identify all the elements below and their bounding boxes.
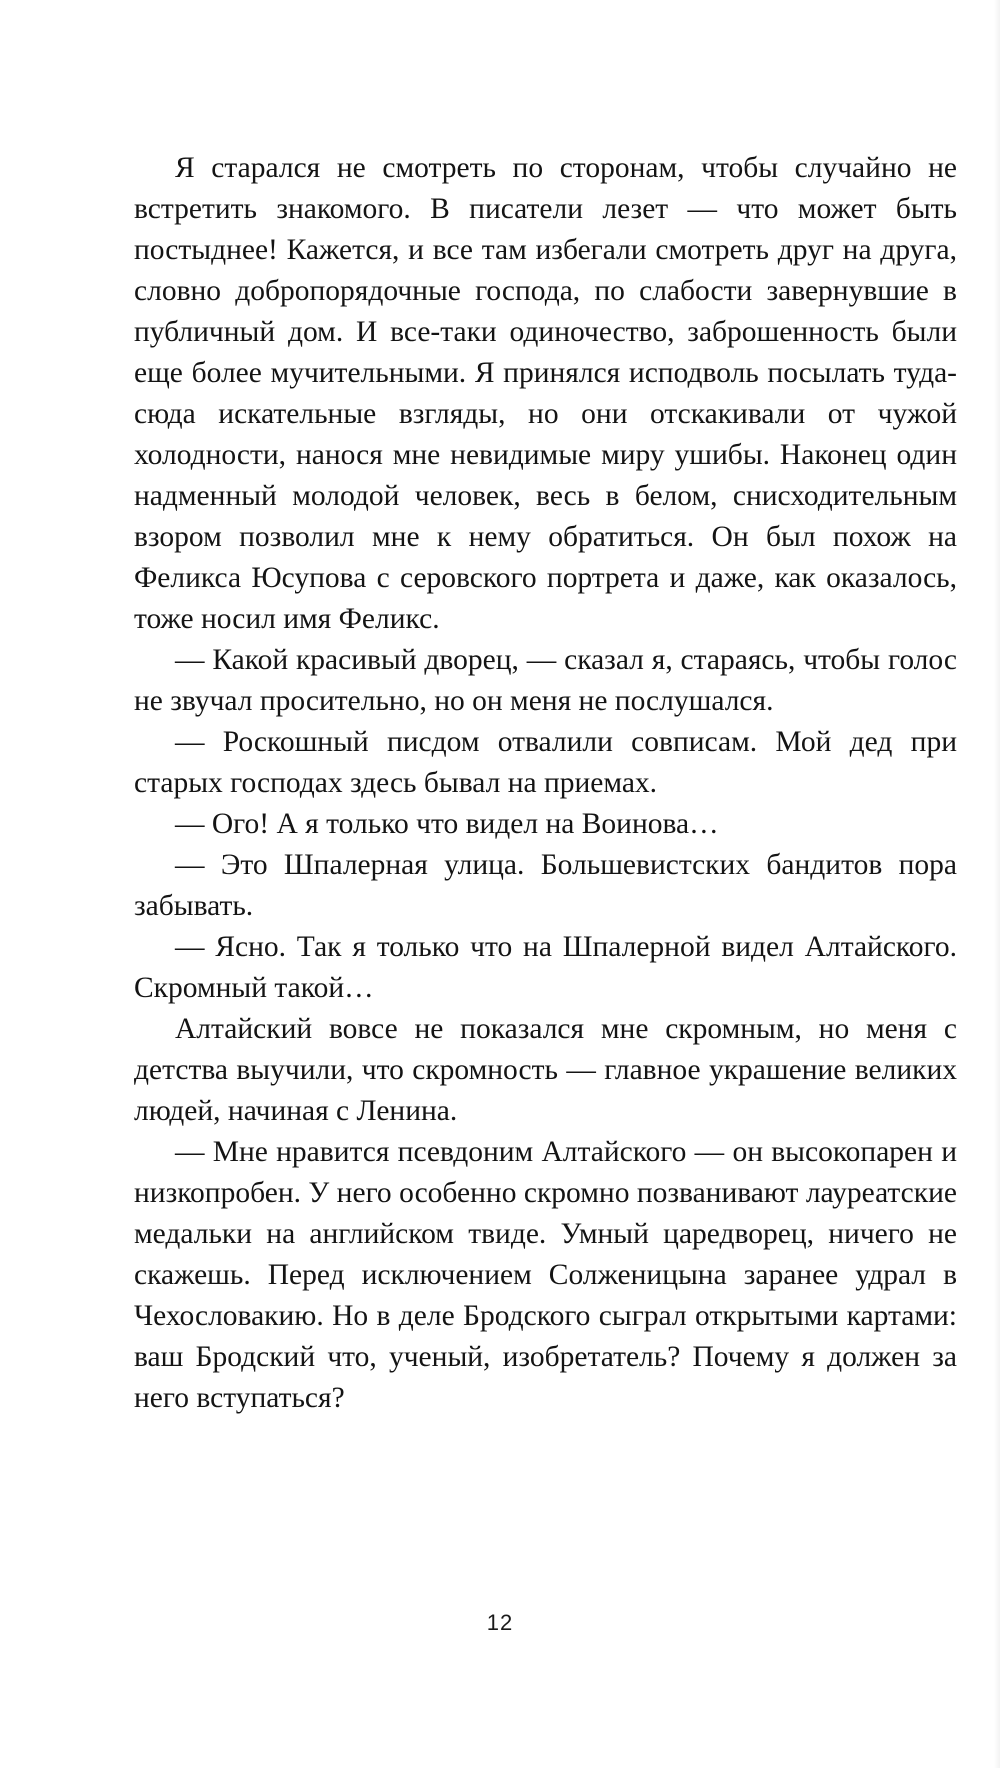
- paragraph: — Мне нравится псевдоним Алтайского — он высокопарен и низкопробен. У него особенно скромно позванивают лауреатские медальки на английском твиде. Умный царедворец, ничего не скажешь. Перед исключением Солженицына заранее удрал в Чехословакию. Но в деле Бродского сыграл открытыми картами: ваш Бродский что, ученый, изобретатель? Почему я должен за него вступаться?: [134, 1136, 957, 1414]
- paragraph: — Ого! А я только что видел на Воинова…: [175, 808, 719, 840]
- page-edge-shadow: [994, 0, 1000, 1768]
- paragraph: — Ясно. Так я только что на Шпалерной видел Алтайского. Скромный такой…: [134, 931, 957, 1004]
- paragraph: — Это Шпалерная улица. Большевистских бандитов пора забывать.: [134, 849, 957, 922]
- body-text: [134, 148, 957, 1419]
- paragraph: — Какой красивый дворец, — сказал я, стараясь, чтобы голос не звучал просительно, но он меня не послушался.: [134, 644, 957, 717]
- paragraph: Я старался не смотреть по сторонам, чтобы случайно не встретить знакомого. В писатели лезет — что может быть постыднее! Кажется, и все там избегали смотреть друг на друга, словно добропорядочные господа, по слабости завернувшие в публичный дом. И все-таки одиночество, заброшенность были еще более мучительными. Я принялся исподволь посылать туда-сюда искательные взгляды, но они отскакивали от чужой холодности, нанося мне невидимые миру ушибы. Наконец один надменный молодой человек, весь в белом, снисходительным взором позволил мне к нему обратиться. Он был похож на Феликса Юсупова с серовского портрета и даже, как оказалось, тоже носил имя Феликс.: [134, 152, 957, 635]
- paragraph: Алтайский вовсе не показался мне скромным, но меня с детства выучили, что скромность — главное украшение великих людей, начиная с Ленина.: [134, 1013, 957, 1127]
- paragraph: — Роскошный писдом отвалили совписам. Мой дед при старых господах здесь бывал на приемах.: [134, 726, 957, 799]
- page-number: 12: [486, 1610, 514, 1635]
